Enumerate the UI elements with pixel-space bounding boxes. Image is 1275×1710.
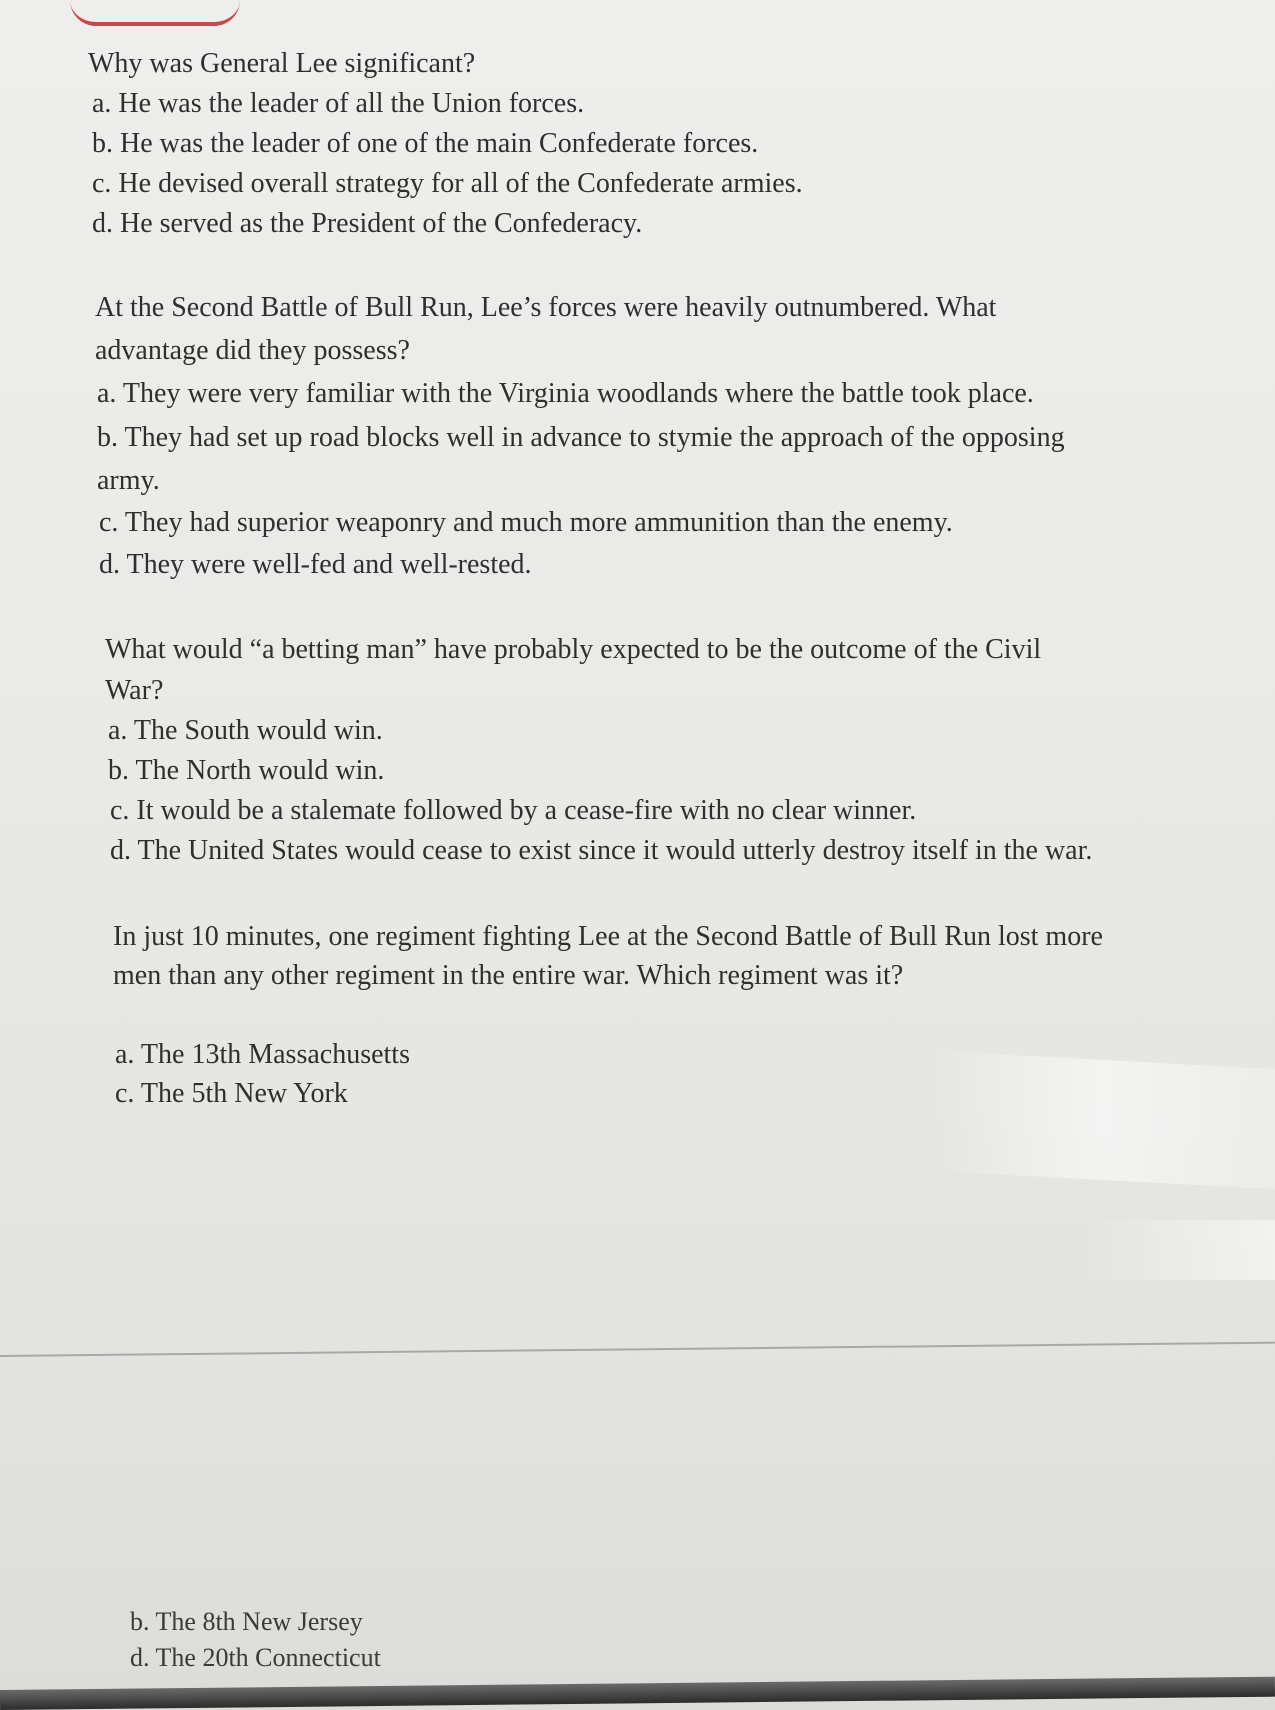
page-divider-line	[0, 1342, 1275, 1357]
question-1-option-b: b. He was the leader of one of the main Confederate forces.	[92, 128, 759, 159]
question-2-option-b-continued: army.	[97, 465, 160, 496]
question-3-option-b: b. The North would win.	[108, 755, 385, 786]
question-3-option-c: c. It would be a stalemate followed by a cease-fire with no clear winner.	[110, 795, 917, 826]
screen-glare-small	[1080, 1220, 1275, 1280]
screen-glare	[930, 1051, 1275, 1189]
question-4-option-c: c. The 5th New York	[115, 1078, 348, 1109]
question-4-text-line-2: men than any other regiment in the entire war. Which regiment was it?	[113, 960, 904, 991]
screen-bottom-edge	[0, 1677, 1275, 1710]
question-2-option-b: b. They had set up road blocks well in advance to stymie the approach of the opposing	[97, 422, 1065, 453]
red-ink-mark	[70, 0, 240, 26]
question-1-option-a: a. He was the leader of all the Union forces.	[92, 88, 585, 119]
question-2-text-line-2: advantage did they possess?	[95, 335, 410, 366]
question-1-text: Why was General Lee significant?	[88, 48, 476, 79]
question-4-option-b: b. The 8th New Jersey	[130, 1607, 363, 1636]
question-3-option-a: a. The South would win.	[108, 715, 383, 746]
question-4-option-a: a. The 13th Massachusetts	[115, 1039, 410, 1070]
question-4-option-d: d. The 20th Connecticut	[130, 1643, 381, 1672]
question-1-option-c: c. He devised overall strategy for all of the Confederate armies.	[92, 168, 803, 199]
question-3-text-line-1: What would “a betting man” have probably expected to be the outcome of the Civil	[105, 634, 1042, 665]
question-2-text-line-1: At the Second Battle of Bull Run, Lee’s forces were heavily outnumbered. What	[95, 292, 997, 323]
question-1-option-d: d. He served as the President of the Confederacy.	[92, 208, 643, 239]
question-2-option-d: d. They were well-fed and well-rested.	[99, 549, 532, 580]
question-4-text-line-1: In just 10 minutes, one regiment fighting Lee at the Second Battle of Bull Run lost more	[113, 921, 1103, 952]
question-2-option-a: a. They were very familiar with the Virginia woodlands where the battle took place.	[97, 378, 1034, 409]
question-2-option-c: c. They had superior weaponry and much more ammunition than the enemy.	[99, 507, 953, 538]
question-3-text-line-2: War?	[105, 675, 164, 706]
question-3-option-d: d. The United States would cease to exist since it would utterly destroy itself in the war.	[110, 835, 1093, 866]
